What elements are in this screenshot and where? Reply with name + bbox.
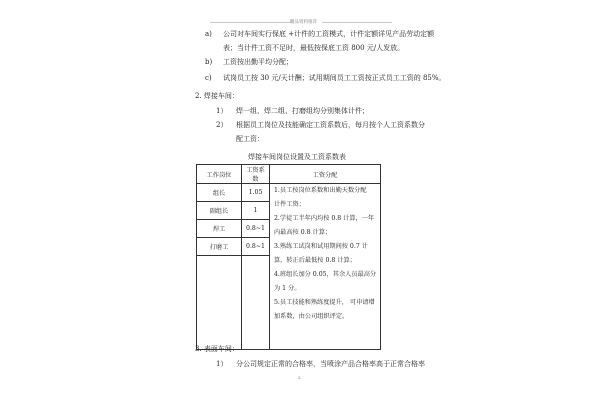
- item-2-1-marker: 1）: [216, 107, 228, 115]
- table-title: 焊接车间岗位设置及工资系数表: [248, 153, 346, 161]
- desc-line: 为 1 分。: [274, 285, 301, 292]
- item-2-1-line-1: 焊一组、焊二组、打磨组均分别集体计件；: [236, 107, 369, 115]
- header-distribution: 工资分配: [270, 165, 381, 184]
- desc-line: 加系数，由公司组织评定。: [274, 313, 349, 320]
- distribution-cell: [270, 184, 381, 350]
- item-b-marker: b): [205, 58, 213, 66]
- desc-line: 2.学徒工半年内均按 0.8 计算，一年: [274, 215, 375, 222]
- post-cell: 副组长: [197, 202, 242, 220]
- item-a-line-2: 表；当计件工资不足时，最低按保底工资 800 元/人发放。: [223, 44, 405, 52]
- desc-line: 5.员工技能和熟练度提升， 可申请增: [274, 299, 375, 306]
- item-b-line-1: 工资按出勤平均分配；: [223, 58, 293, 66]
- section-3-heading: 3. 表面车间：: [195, 345, 239, 353]
- wage-coefficient-table: [196, 164, 381, 350]
- desc-line: 3.熟练工试岗和试用期间按 0.7 计: [274, 243, 368, 250]
- empty-coefficient-cell: [242, 256, 270, 350]
- post-cell: 焊工: [197, 220, 242, 238]
- desc-line: 4.班组长加分 0.05，其余人员最高分: [274, 271, 377, 278]
- item-3-1-marker: 1）: [216, 360, 228, 368]
- post-cell: 组长: [197, 184, 242, 202]
- item-a-line-1: 公司对车间实行保底 +计件的工资模式，计件定额详见产品劳动定额: [223, 30, 435, 38]
- coefficient-cell: 1.05: [242, 184, 270, 202]
- empty-post-cell: [197, 256, 242, 350]
- item-c-line-1: 试岗员工按 30 元/天计酬；试用期间员工工资按正式员工工资的 85%。: [223, 74, 446, 82]
- table-row: [197, 184, 381, 202]
- page-header: 精品资料推荐: [290, 20, 317, 25]
- coefficient-cell: 1: [242, 202, 270, 220]
- table-header-row: [197, 165, 381, 184]
- item-c-marker: c): [205, 74, 212, 82]
- item-2-2-marker: 2）: [216, 121, 228, 129]
- item-3-1-line-1: 分公司规定正常的合格率，当喷涂产品合格率高于正常合格率: [236, 360, 425, 368]
- page-number: 2: [298, 375, 301, 380]
- item-2-2-line-1: 根据员工岗位及技能确定工资系数后，每月按个人工资系数分: [236, 121, 425, 129]
- section-2-heading: 2. 焊接车间：: [195, 92, 239, 100]
- post-cell: 打磨工: [197, 238, 242, 256]
- header-coefficient: 工资系数: [242, 165, 270, 184]
- coefficient-cell: 0.8~1: [242, 238, 270, 256]
- desc-line: 算，转正后最低按 0.8 计算；: [274, 257, 356, 264]
- desc-line: 1.员工按岗位系数和出勤天数分配: [274, 187, 367, 194]
- desc-line: 计件工资；: [274, 201, 305, 208]
- item-a-marker: a): [205, 30, 212, 38]
- desc-line: 内最高按 0.8 计算；: [274, 229, 332, 236]
- header-rule-left: [210, 22, 292, 23]
- coefficient-cell: 0.8~1: [242, 220, 270, 238]
- header-post: 工作岗位: [197, 165, 242, 184]
- header-rule-right: [322, 22, 392, 23]
- item-2-2-line-2: 配工资：: [236, 135, 264, 143]
